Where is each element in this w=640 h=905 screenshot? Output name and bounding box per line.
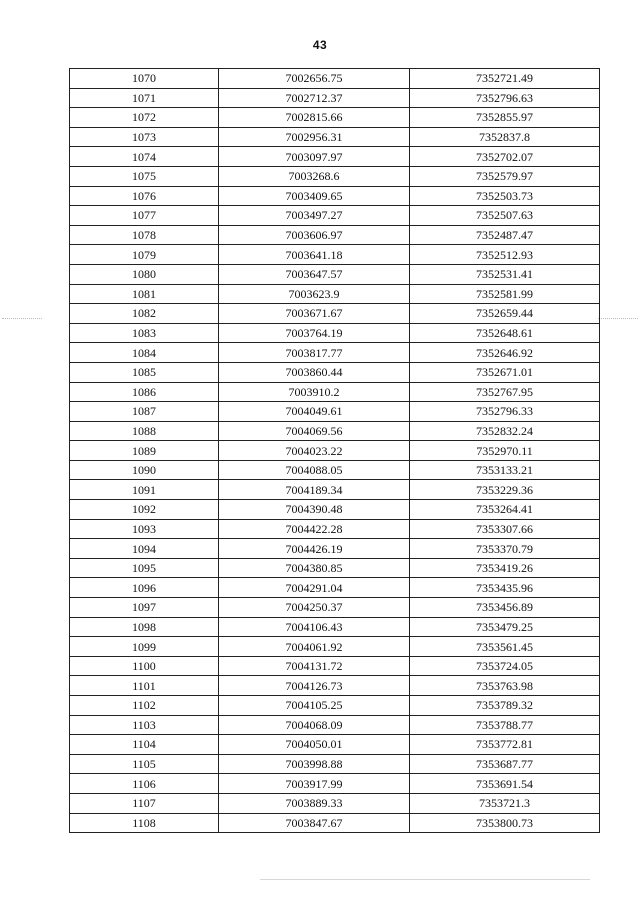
point-number-cell: 1074	[70, 147, 219, 167]
y-coordinate-cell: 7353561.45	[410, 637, 600, 657]
point-number-cell: 1092	[70, 500, 219, 520]
table-row	[70, 166, 600, 186]
table-row	[70, 480, 600, 500]
y-coordinate-cell: 7352832.24	[410, 421, 600, 441]
y-coordinate-cell: 7353687.77	[410, 754, 600, 774]
table-row	[70, 245, 600, 265]
point-number-cell: 1070	[70, 69, 219, 89]
table-row	[70, 147, 600, 167]
x-coordinate-cell: 7002956.31	[219, 127, 410, 147]
y-coordinate-cell: 7353479.25	[410, 617, 600, 637]
point-number-cell: 1077	[70, 206, 219, 226]
x-coordinate-cell: 7004189.34	[219, 480, 410, 500]
point-number-cell: 1106	[70, 774, 219, 794]
y-coordinate-cell: 7352648.61	[410, 323, 600, 343]
x-coordinate-cell: 7004426.19	[219, 539, 410, 559]
x-coordinate-cell: 7004068.09	[219, 715, 410, 735]
y-coordinate-cell: 7353264.41	[410, 500, 600, 520]
table-row	[70, 715, 600, 735]
point-number-cell: 1086	[70, 382, 219, 402]
x-coordinate-cell: 7003641.18	[219, 245, 410, 265]
x-coordinate-cell: 7004023.22	[219, 441, 410, 461]
x-coordinate-cell: 7003623.9	[219, 284, 410, 304]
x-coordinate-cell: 7004422.28	[219, 519, 410, 539]
y-coordinate-cell: 7352796.63	[410, 88, 600, 108]
y-coordinate-cell: 7352721.49	[410, 69, 600, 89]
point-number-cell: 1084	[70, 343, 219, 363]
x-coordinate-cell: 7003764.19	[219, 323, 410, 343]
point-number-cell: 1098	[70, 617, 219, 637]
y-coordinate-cell: 7352503.73	[410, 186, 600, 206]
point-number-cell: 1100	[70, 656, 219, 676]
y-coordinate-cell: 7353721.3	[410, 793, 600, 813]
y-coordinate-cell: 7352671.01	[410, 362, 600, 382]
table-row	[70, 323, 600, 343]
y-coordinate-cell: 7353789.32	[410, 696, 600, 716]
table-row	[70, 754, 600, 774]
point-number-cell: 1102	[70, 696, 219, 716]
x-coordinate-cell: 7004291.04	[219, 578, 410, 598]
coordinate-table-body	[70, 69, 600, 833]
point-number-cell: 1083	[70, 323, 219, 343]
x-coordinate-cell: 7004069.56	[219, 421, 410, 441]
y-coordinate-cell: 7352646.92	[410, 343, 600, 363]
y-coordinate-cell: 7352512.93	[410, 245, 600, 265]
y-coordinate-cell: 7352767.95	[410, 382, 600, 402]
table-row	[70, 304, 600, 324]
table-row	[70, 519, 600, 539]
left-margin-mark	[2, 318, 42, 319]
point-number-cell: 1095	[70, 558, 219, 578]
y-coordinate-cell: 7352659.44	[410, 304, 600, 324]
table-row	[70, 382, 600, 402]
table-row	[70, 402, 600, 422]
table-row	[70, 362, 600, 382]
table-row	[70, 441, 600, 461]
y-coordinate-cell: 7353133.21	[410, 460, 600, 480]
point-number-cell: 1081	[70, 284, 219, 304]
x-coordinate-cell: 7004380.85	[219, 558, 410, 578]
table-row	[70, 225, 600, 245]
x-coordinate-cell: 7003409.65	[219, 186, 410, 206]
x-coordinate-cell: 7002815.66	[219, 108, 410, 128]
x-coordinate-cell: 7003998.88	[219, 754, 410, 774]
y-coordinate-cell: 7353435.96	[410, 578, 600, 598]
table-row	[70, 500, 600, 520]
x-coordinate-cell: 7004050.01	[219, 735, 410, 755]
point-number-cell: 1099	[70, 637, 219, 657]
x-coordinate-cell: 7004061.92	[219, 637, 410, 657]
y-coordinate-cell: 7352796.33	[410, 402, 600, 422]
table-row	[70, 264, 600, 284]
right-margin-mark	[598, 318, 638, 319]
point-number-cell: 1103	[70, 715, 219, 735]
point-number-cell: 1088	[70, 421, 219, 441]
table-row	[70, 617, 600, 637]
y-coordinate-cell: 7352702.07	[410, 147, 600, 167]
point-number-cell: 1093	[70, 519, 219, 539]
y-coordinate-cell: 7353229.36	[410, 480, 600, 500]
table-row	[70, 108, 600, 128]
page-number: 43	[312, 38, 328, 52]
table-row	[70, 206, 600, 226]
point-number-cell: 1104	[70, 735, 219, 755]
table-row	[70, 578, 600, 598]
table-row	[70, 460, 600, 480]
table-row	[70, 186, 600, 206]
x-coordinate-cell: 7004049.61	[219, 402, 410, 422]
table-row	[70, 343, 600, 363]
y-coordinate-cell: 7353763.98	[410, 676, 600, 696]
point-number-cell: 1091	[70, 480, 219, 500]
point-number-cell: 1078	[70, 225, 219, 245]
x-coordinate-cell: 7002712.37	[219, 88, 410, 108]
y-coordinate-cell: 7352581.99	[410, 284, 600, 304]
point-number-cell: 1085	[70, 362, 219, 382]
table-row	[70, 637, 600, 657]
point-number-cell: 1101	[70, 676, 219, 696]
coordinate-table	[69, 68, 600, 833]
point-number-cell: 1079	[70, 245, 219, 265]
bottom-rule	[260, 879, 590, 880]
x-coordinate-cell: 7003606.97	[219, 225, 410, 245]
point-number-cell: 1090	[70, 460, 219, 480]
table-row	[70, 284, 600, 304]
table-row	[70, 598, 600, 618]
y-coordinate-cell: 7353370.79	[410, 539, 600, 559]
y-coordinate-cell: 7352487.47	[410, 225, 600, 245]
point-number-cell: 1097	[70, 598, 219, 618]
y-coordinate-cell: 7353772.81	[410, 735, 600, 755]
y-coordinate-cell: 7353307.66	[410, 519, 600, 539]
x-coordinate-cell: 7004105.25	[219, 696, 410, 716]
x-coordinate-cell: 7004106.43	[219, 617, 410, 637]
point-number-cell: 1087	[70, 402, 219, 422]
point-number-cell: 1075	[70, 166, 219, 186]
x-coordinate-cell: 7004126.73	[219, 676, 410, 696]
y-coordinate-cell: 7353724.05	[410, 656, 600, 676]
x-coordinate-cell: 7004390.48	[219, 500, 410, 520]
point-number-cell: 1080	[70, 264, 219, 284]
point-number-cell: 1071	[70, 88, 219, 108]
table-row	[70, 793, 600, 813]
table-row	[70, 656, 600, 676]
point-number-cell: 1073	[70, 127, 219, 147]
point-number-cell: 1082	[70, 304, 219, 324]
y-coordinate-cell: 7353691.54	[410, 774, 600, 794]
x-coordinate-cell: 7003910.2	[219, 382, 410, 402]
x-coordinate-cell: 7003889.33	[219, 793, 410, 813]
x-coordinate-cell: 7004131.72	[219, 656, 410, 676]
x-coordinate-cell: 7002656.75	[219, 69, 410, 89]
x-coordinate-cell: 7003647.57	[219, 264, 410, 284]
y-coordinate-cell: 7352579.97	[410, 166, 600, 186]
table-row	[70, 774, 600, 794]
point-number-cell: 1076	[70, 186, 219, 206]
table-row	[70, 676, 600, 696]
y-coordinate-cell: 7353456.89	[410, 598, 600, 618]
point-number-cell: 1108	[70, 813, 219, 833]
y-coordinate-cell: 7353419.26	[410, 558, 600, 578]
x-coordinate-cell: 7004250.37	[219, 598, 410, 618]
x-coordinate-cell: 7003671.67	[219, 304, 410, 324]
table-row	[70, 88, 600, 108]
y-coordinate-cell: 7352507.63	[410, 206, 600, 226]
table-row	[70, 735, 600, 755]
table-row	[70, 421, 600, 441]
table-row	[70, 539, 600, 559]
point-number-cell: 1105	[70, 754, 219, 774]
table-row	[70, 696, 600, 716]
x-coordinate-cell: 7003860.44	[219, 362, 410, 382]
x-coordinate-cell: 7003847.67	[219, 813, 410, 833]
point-number-cell: 1096	[70, 578, 219, 598]
point-number-cell: 1072	[70, 108, 219, 128]
table-row	[70, 127, 600, 147]
y-coordinate-cell: 7353800.73	[410, 813, 600, 833]
y-coordinate-cell: 7353788.77	[410, 715, 600, 735]
table-row	[70, 558, 600, 578]
table-row	[70, 69, 600, 89]
y-coordinate-cell: 7352531.41	[410, 264, 600, 284]
y-coordinate-cell: 7352837.8	[410, 127, 600, 147]
x-coordinate-cell: 7003917.99	[219, 774, 410, 794]
x-coordinate-cell: 7003268.6	[219, 166, 410, 186]
x-coordinate-cell: 7003817.77	[219, 343, 410, 363]
point-number-cell: 1094	[70, 539, 219, 559]
point-number-cell: 1107	[70, 793, 219, 813]
table-row	[70, 813, 600, 833]
x-coordinate-cell: 7003097.97	[219, 147, 410, 167]
y-coordinate-cell: 7352855.97	[410, 108, 600, 128]
x-coordinate-cell: 7004088.05	[219, 460, 410, 480]
y-coordinate-cell: 7352970.11	[410, 441, 600, 461]
x-coordinate-cell: 7003497.27	[219, 206, 410, 226]
point-number-cell: 1089	[70, 441, 219, 461]
